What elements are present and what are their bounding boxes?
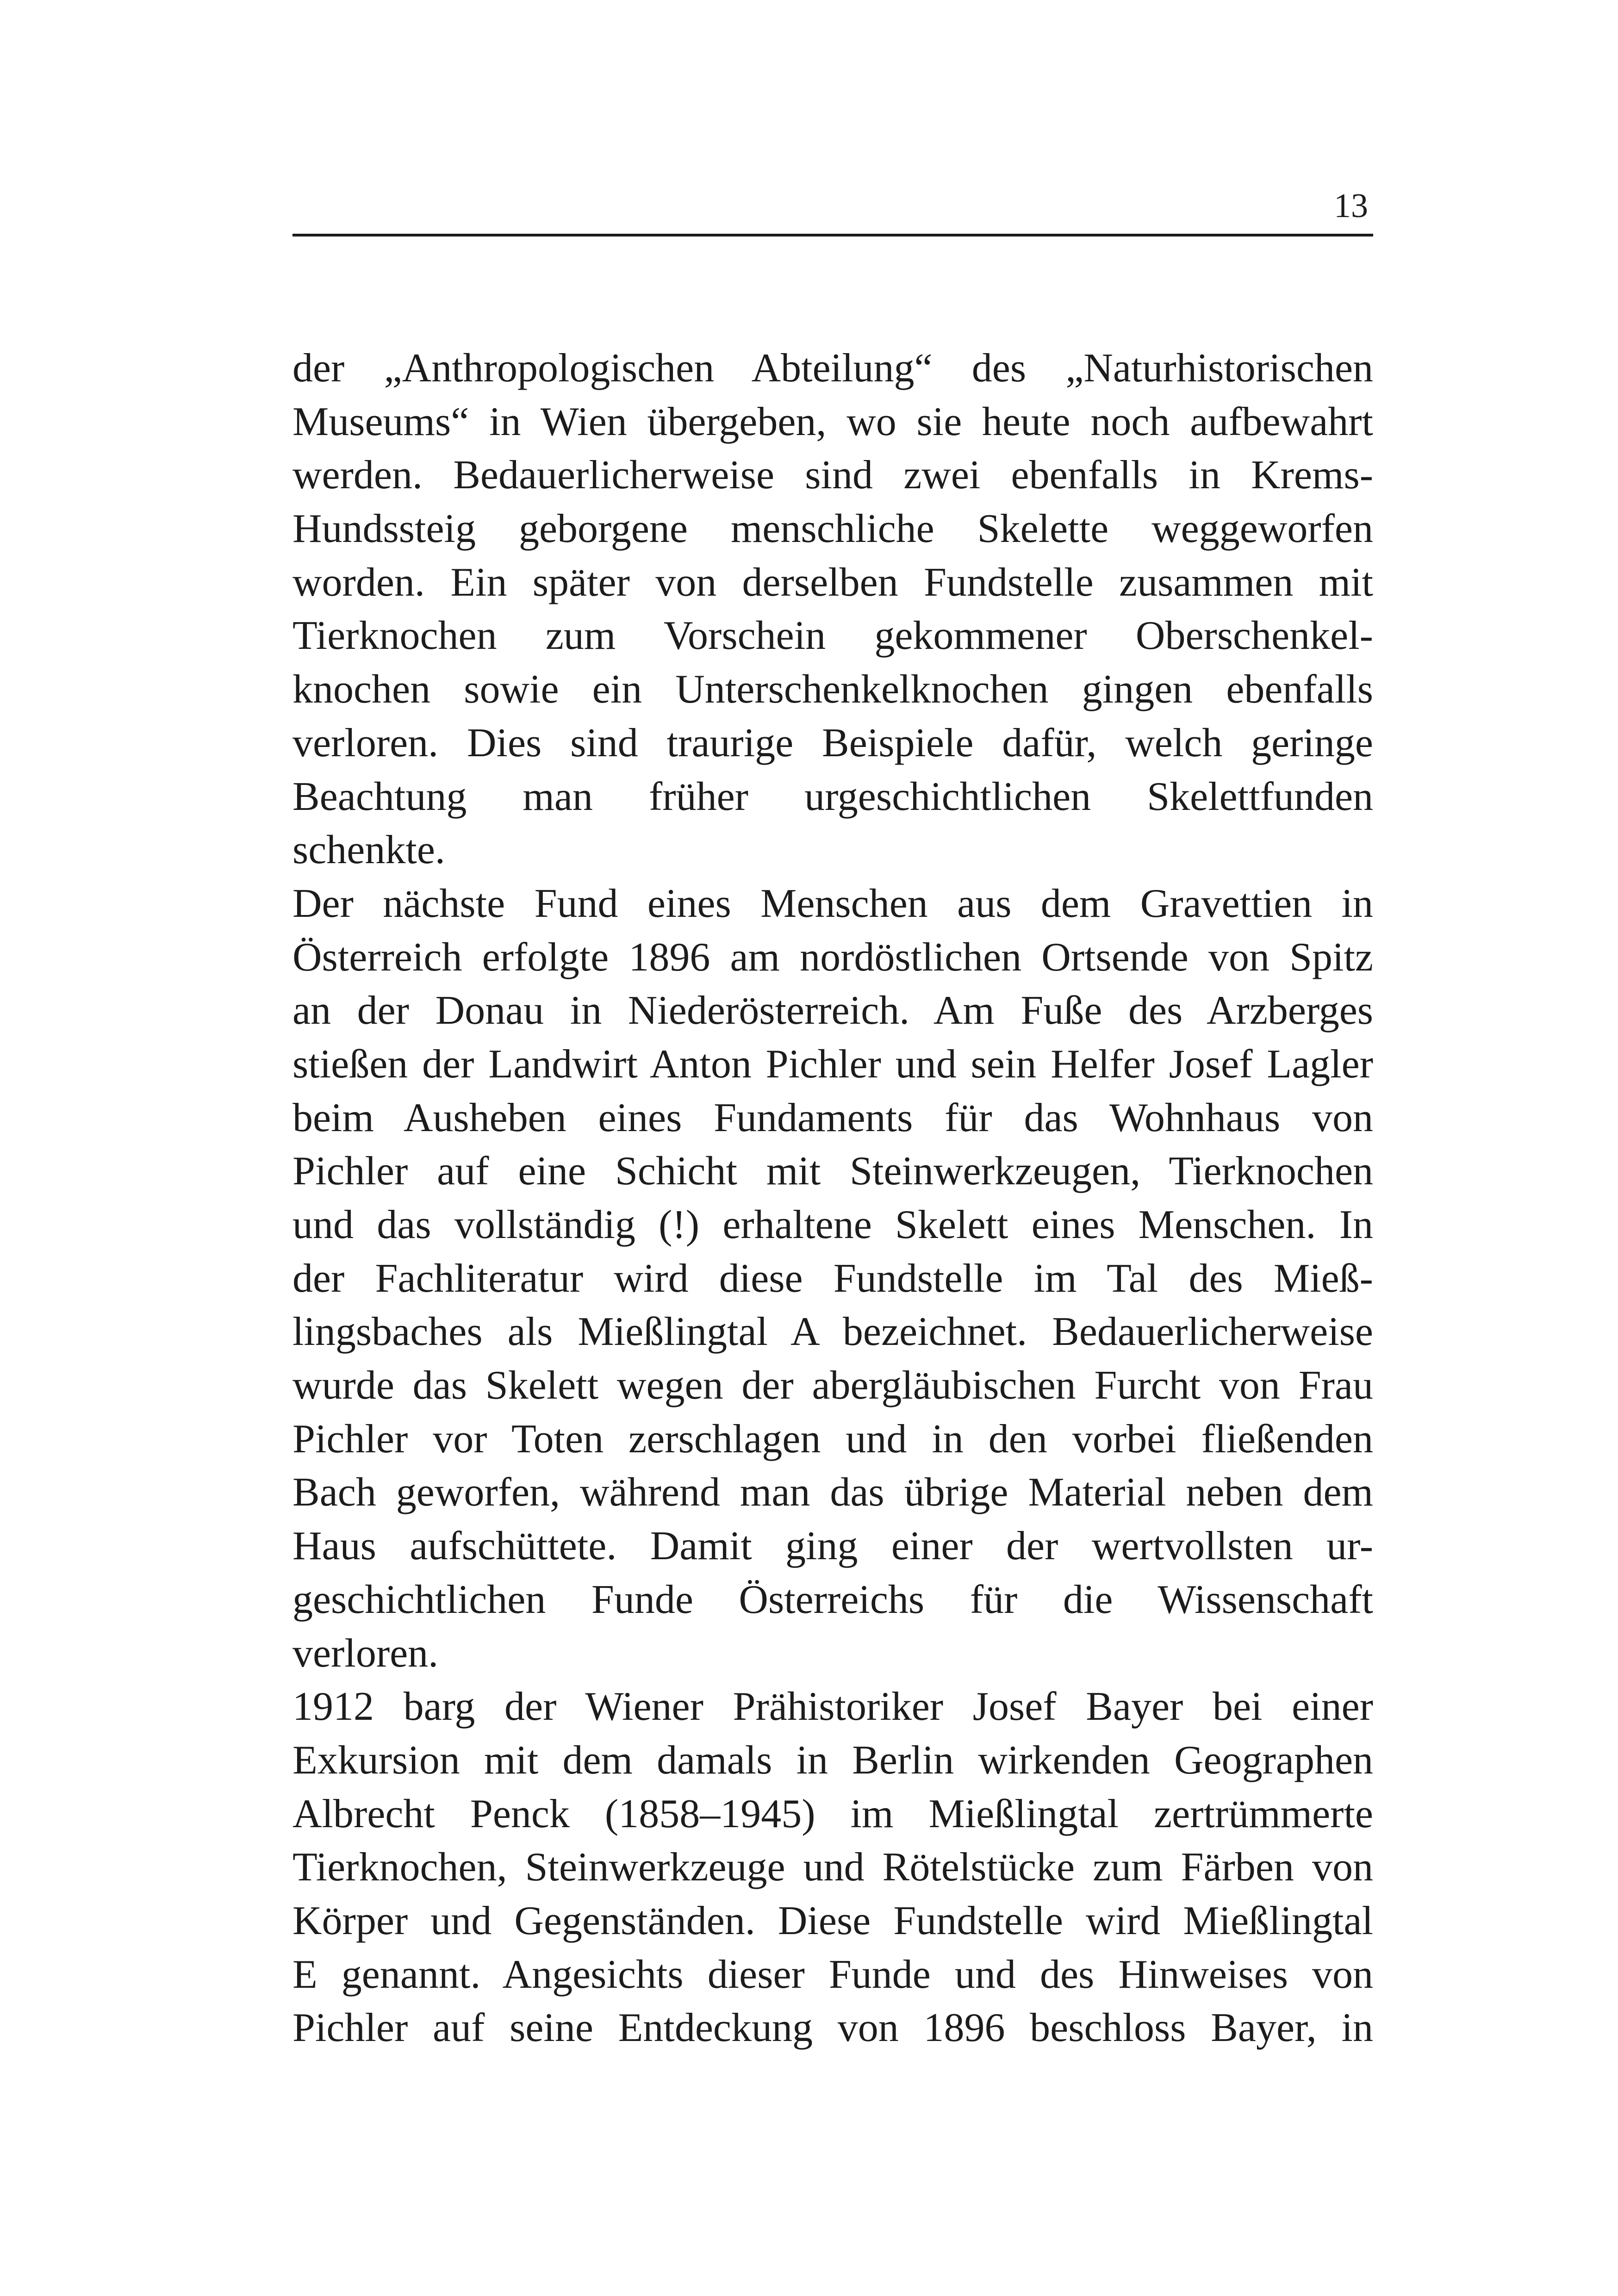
text-line: Bach geworfen, während man das übrige Material neben dem bbox=[292, 1470, 1373, 1515]
text-line: 1912 barg der Wiener Prähistoriker Josef Bayer bei einer bbox=[292, 1684, 1373, 1730]
text-line: Haus aufschüttete. Damit ging einer der wertvollsten ur- bbox=[292, 1524, 1373, 1569]
text-line: Exkursion mit dem damals in Berlin wirkenden Geographen bbox=[292, 1737, 1373, 1783]
text-line: Beachtung man früher urgeschichtlichen Skelettfunden bbox=[292, 774, 1373, 819]
text-line: werden. Bedauerlicherweise sind zwei ebenfalls in Krems- bbox=[292, 453, 1373, 498]
text-line: an der Donau in Niederösterreich. Am Fuße des Arzberges bbox=[292, 988, 1373, 1033]
text-line: worden. Ein später von derselben Fundstelle zusammen mit bbox=[292, 560, 1373, 605]
text-line: Der nächste Fund eines Menschen aus dem Gravettien in bbox=[292, 881, 1373, 926]
text-line: und das vollständig (!) erhaltene Skelett eines Menschen. In bbox=[292, 1202, 1373, 1247]
text-line: Hundssteig geborgene menschliche Skelette weggeworfen bbox=[292, 506, 1373, 552]
text-line: Körper und Gegenständen. Diese Fundstelle wird Mießlingtal bbox=[292, 1898, 1373, 1943]
text-line: verloren. Dies sind traurige Beispiele dafür, welch geringe bbox=[292, 720, 1373, 765]
text-line: geschichtlichen Funde Österreichs für die Wissenschaft bbox=[292, 1577, 1373, 1622]
page-number: 13 bbox=[1334, 187, 1368, 225]
text-line: der „Anthropologischen Abteilung“ des „Naturhistorischen bbox=[292, 346, 1373, 391]
header-rule bbox=[292, 234, 1373, 236]
text-line: E genannt. Angesichts dieser Funde und des Hinweises von bbox=[292, 1952, 1373, 1997]
text-line: Pichler auf eine Schicht mit Steinwerkzeugen, Tierknochen bbox=[292, 1149, 1373, 1194]
text-line: stießen der Landwirt Anton Pichler und sein Helfer Josef Lagler bbox=[292, 1041, 1373, 1087]
paragraph bbox=[292, 877, 1373, 1680]
text-line: Österreich erfolgte 1896 am nordöstlichen Ortsende von Spitz bbox=[292, 934, 1373, 980]
text-line: Museums“ in Wien übergeben, wo sie heute noch aufbewahrt bbox=[292, 399, 1373, 444]
text-line: beim Ausheben eines Fundaments für das Wohnhaus von bbox=[292, 1095, 1373, 1140]
text-line: schenkte. bbox=[292, 828, 445, 873]
text-line: verloren. bbox=[292, 1630, 439, 1676]
text-line: Pichler auf seine Entdeckung von 1896 beschloss Bayer, in bbox=[292, 2005, 1373, 2051]
text-line: Tierknochen zum Vorschein gekommener Oberschenkel- bbox=[292, 613, 1373, 659]
text-line: knochen sowie ein Unterschenkelknochen gingen ebenfalls bbox=[292, 667, 1373, 712]
paragraph bbox=[292, 1680, 1373, 2055]
text-line: lingsbaches als Mießlingtal A bezeichnet. Bedauerlicherweise bbox=[292, 1309, 1373, 1355]
paragraph bbox=[292, 342, 1373, 877]
text-line: Albrecht Penck (1858–1945) im Mießlingtal zertrümmerte bbox=[292, 1791, 1373, 1836]
text-line: Pichler vor Toten zerschlagen und in den vorbei fließenden bbox=[292, 1416, 1373, 1462]
text-line: Tierknochen, Steinwerkzeuge und Rötelstücke zum Färben von bbox=[292, 1845, 1373, 1890]
text-line: wurde das Skelett wegen der abergläubischen Furcht von Frau bbox=[292, 1363, 1373, 1408]
body-text bbox=[292, 342, 1373, 2055]
text-line: der Fachliteratur wird diese Fundstelle im Tal des Mieß- bbox=[292, 1256, 1373, 1301]
